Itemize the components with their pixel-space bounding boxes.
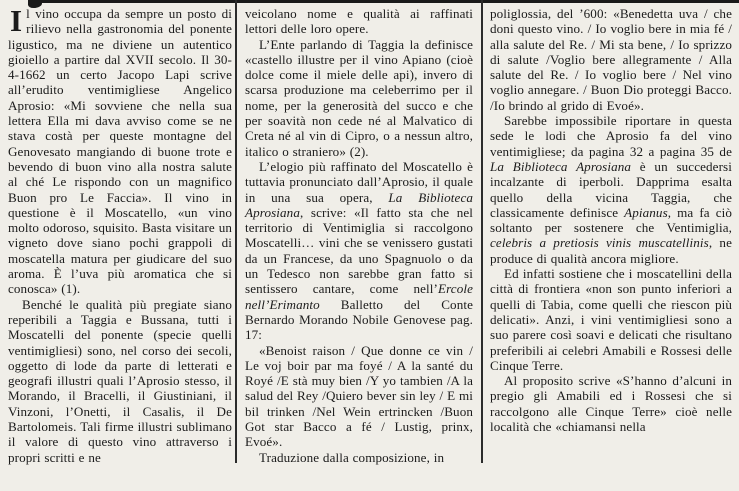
paragraph bbox=[490, 266, 732, 373]
text-run: L’elogio più raffinato del Moscatello è tuttavia pronunciato dall’Aprosio, il quale in una sua opera, bbox=[245, 158, 473, 205]
paragraph bbox=[8, 3, 232, 297]
text-run: Sarebbe impossibile riportare in questa sede le lodi che Aprosio fa del vino ventimigliese; da pagina 32 a pagina 35 de bbox=[490, 113, 732, 159]
text-run: «Benoist raison / Que donne ce vin / Le voj boir par ma foyé / A la santé du Royé /E stà muy bien /Y yo tambien /A la salud del Rey /Quiero bever sin ley / E mi bil trinken /Nel Wein ertrincken /Buon Got star Bacco a fé / Lustig, prinx, Evoé». bbox=[245, 342, 473, 450]
italic-text-run: La Biblioteca Aprosiana bbox=[490, 158, 632, 174]
text-run: , ne produce di qualità ancora migliore. bbox=[490, 235, 732, 266]
italic-text-run: La Biblioteca Aprosiana bbox=[245, 189, 474, 220]
paragraph bbox=[245, 343, 473, 450]
italic-text-run: celebris a pretiosis vinis muscatellinis bbox=[490, 235, 709, 251]
paragraph bbox=[490, 373, 732, 434]
scan-edge-artifact bbox=[28, 0, 739, 3]
paragraph bbox=[245, 37, 473, 159]
italic-text-run: Ercole nell’Erimanto bbox=[245, 281, 473, 312]
paragraph bbox=[245, 159, 473, 343]
text-run: veicolano nome e qualità ai raffinati lettori delle loro opere. bbox=[245, 6, 473, 37]
paragraph bbox=[490, 6, 732, 113]
text-run: , ma fa ciò soltanto per sostenere che Ventimiglia, bbox=[490, 204, 732, 236]
text-column-1 bbox=[8, 3, 232, 465]
text-run: Al proposito scrive «S’hanno d’alcuni in pregio gli Amabili ed i Rossesi che si raccolgono alle Cinque Terre» cioè nelle località che «chiamansi nella bbox=[490, 373, 732, 435]
paragraph bbox=[490, 113, 732, 266]
text-run: Balletto del Conte Bernardo Morando Nobile Genovese pag. 17: bbox=[245, 296, 473, 343]
column-divider-2 bbox=[481, 0, 483, 463]
italic-text-run: Apianus bbox=[624, 204, 668, 220]
text-column-3 bbox=[490, 6, 732, 434]
text-run: L’Ente parlando di Taggia la definisce «castello illustre per il vino Apiano (cioè dolce come il miele delle api), invero di scarsa produzione ma celeberrimo per il nome, per la generosità del succo e che per soavità non cede né al Malvatico di Creta né al vin di Cipro, o a nessun altro, italico o straniero» (2). bbox=[245, 36, 473, 159]
text-run: Ed infatti sostiene che i moscatellini della città di frontiera «non son punto inferiori a quelli di Tabia, come quelli che riescon più delicati». Anzi, i vini ventimigliesi sono a suo parere così soavi e delicati che risultano preferibili ai celebri Amabili e Rossesi delle Cinque Terre. bbox=[490, 266, 732, 373]
text-run: l vino occupa da sempre un posto di rilievo nella gastronomia del ponente ligustico, ma ne diviene un autentico gioiello a partire dal XVII secolo. Il 30-4-1662 un certo Jacopo Lapi scrive all’erudito ventimigliese Angelico Aprosio: «Mi sovviene che nella sua lettera Ella mi dava avviso come se ne stava costà per queste montagne del Genovesato mangiando di buone trote e bevendo di buon vino alla nostra salute al ché Le rispondo con un magnifico Buon pro Le Faccia». Il vino in questione è il Moscatello, «un vino molto odoroso, squisito. Basta visitare un vigneto dove siano pochi grappoli di moscatella matura per giudicare del suo aroma. È l’uva più aromatica che si conosca» (1). bbox=[8, 6, 232, 297]
text-run: Benché le qualità più pregiate siano reperibili a Taggia e Bussana, tutti i Moscatelli del ponente (specie quelli ventimigliesi) sono, nel corso dei secoli, oggetto di lode da parte di letterati e geografi illustri quali l’Aprosio stesso, il Morando, il Bracelli, il Giustiniani, il Vinzoni, l’Onetti, il Casalis, il De Bartolomeis. Tali firme illustri sublimano il valore di questo vino attraverso i propri scritti e ne bbox=[8, 296, 232, 465]
column-divider-1 bbox=[235, 0, 237, 463]
text-run: , scrive: «Il fatto sta che nel territorio di Ventimiglia si raccolgono Moscatelli… vini che se venissero gustati da un Francese, da uno Spagnuolo o da un Tedesco non sarebbe gran fatto si sentissero cantare, come nell’ bbox=[245, 204, 473, 297]
dropcap-initial: I bbox=[10, 3, 23, 38]
text-run: Traduzione dalla composizione, in bbox=[259, 449, 445, 465]
paragraph bbox=[245, 6, 473, 37]
paragraph bbox=[8, 297, 232, 465]
paragraph bbox=[245, 450, 473, 465]
text-column-2 bbox=[245, 6, 473, 465]
text-run: è un succedersi incalzante di iperboli. Dapprima esalta quello della vicina Taggia, che classicamente definisce bbox=[490, 158, 732, 220]
text-run: poliglossia, del ’600: «Benedetta uva / che doni questo vino. / Io voglio bere in mia fé / alla salute del Re. / Mi sta bene, / Io sprizzo di salute /Voglio bere allegramente / Alla salute del Re. / Io voglio bere / Nel vino voglio annegare. / Buon Dio proteggi Bacco. /Io brindo al grido di Evoé». bbox=[490, 6, 732, 113]
